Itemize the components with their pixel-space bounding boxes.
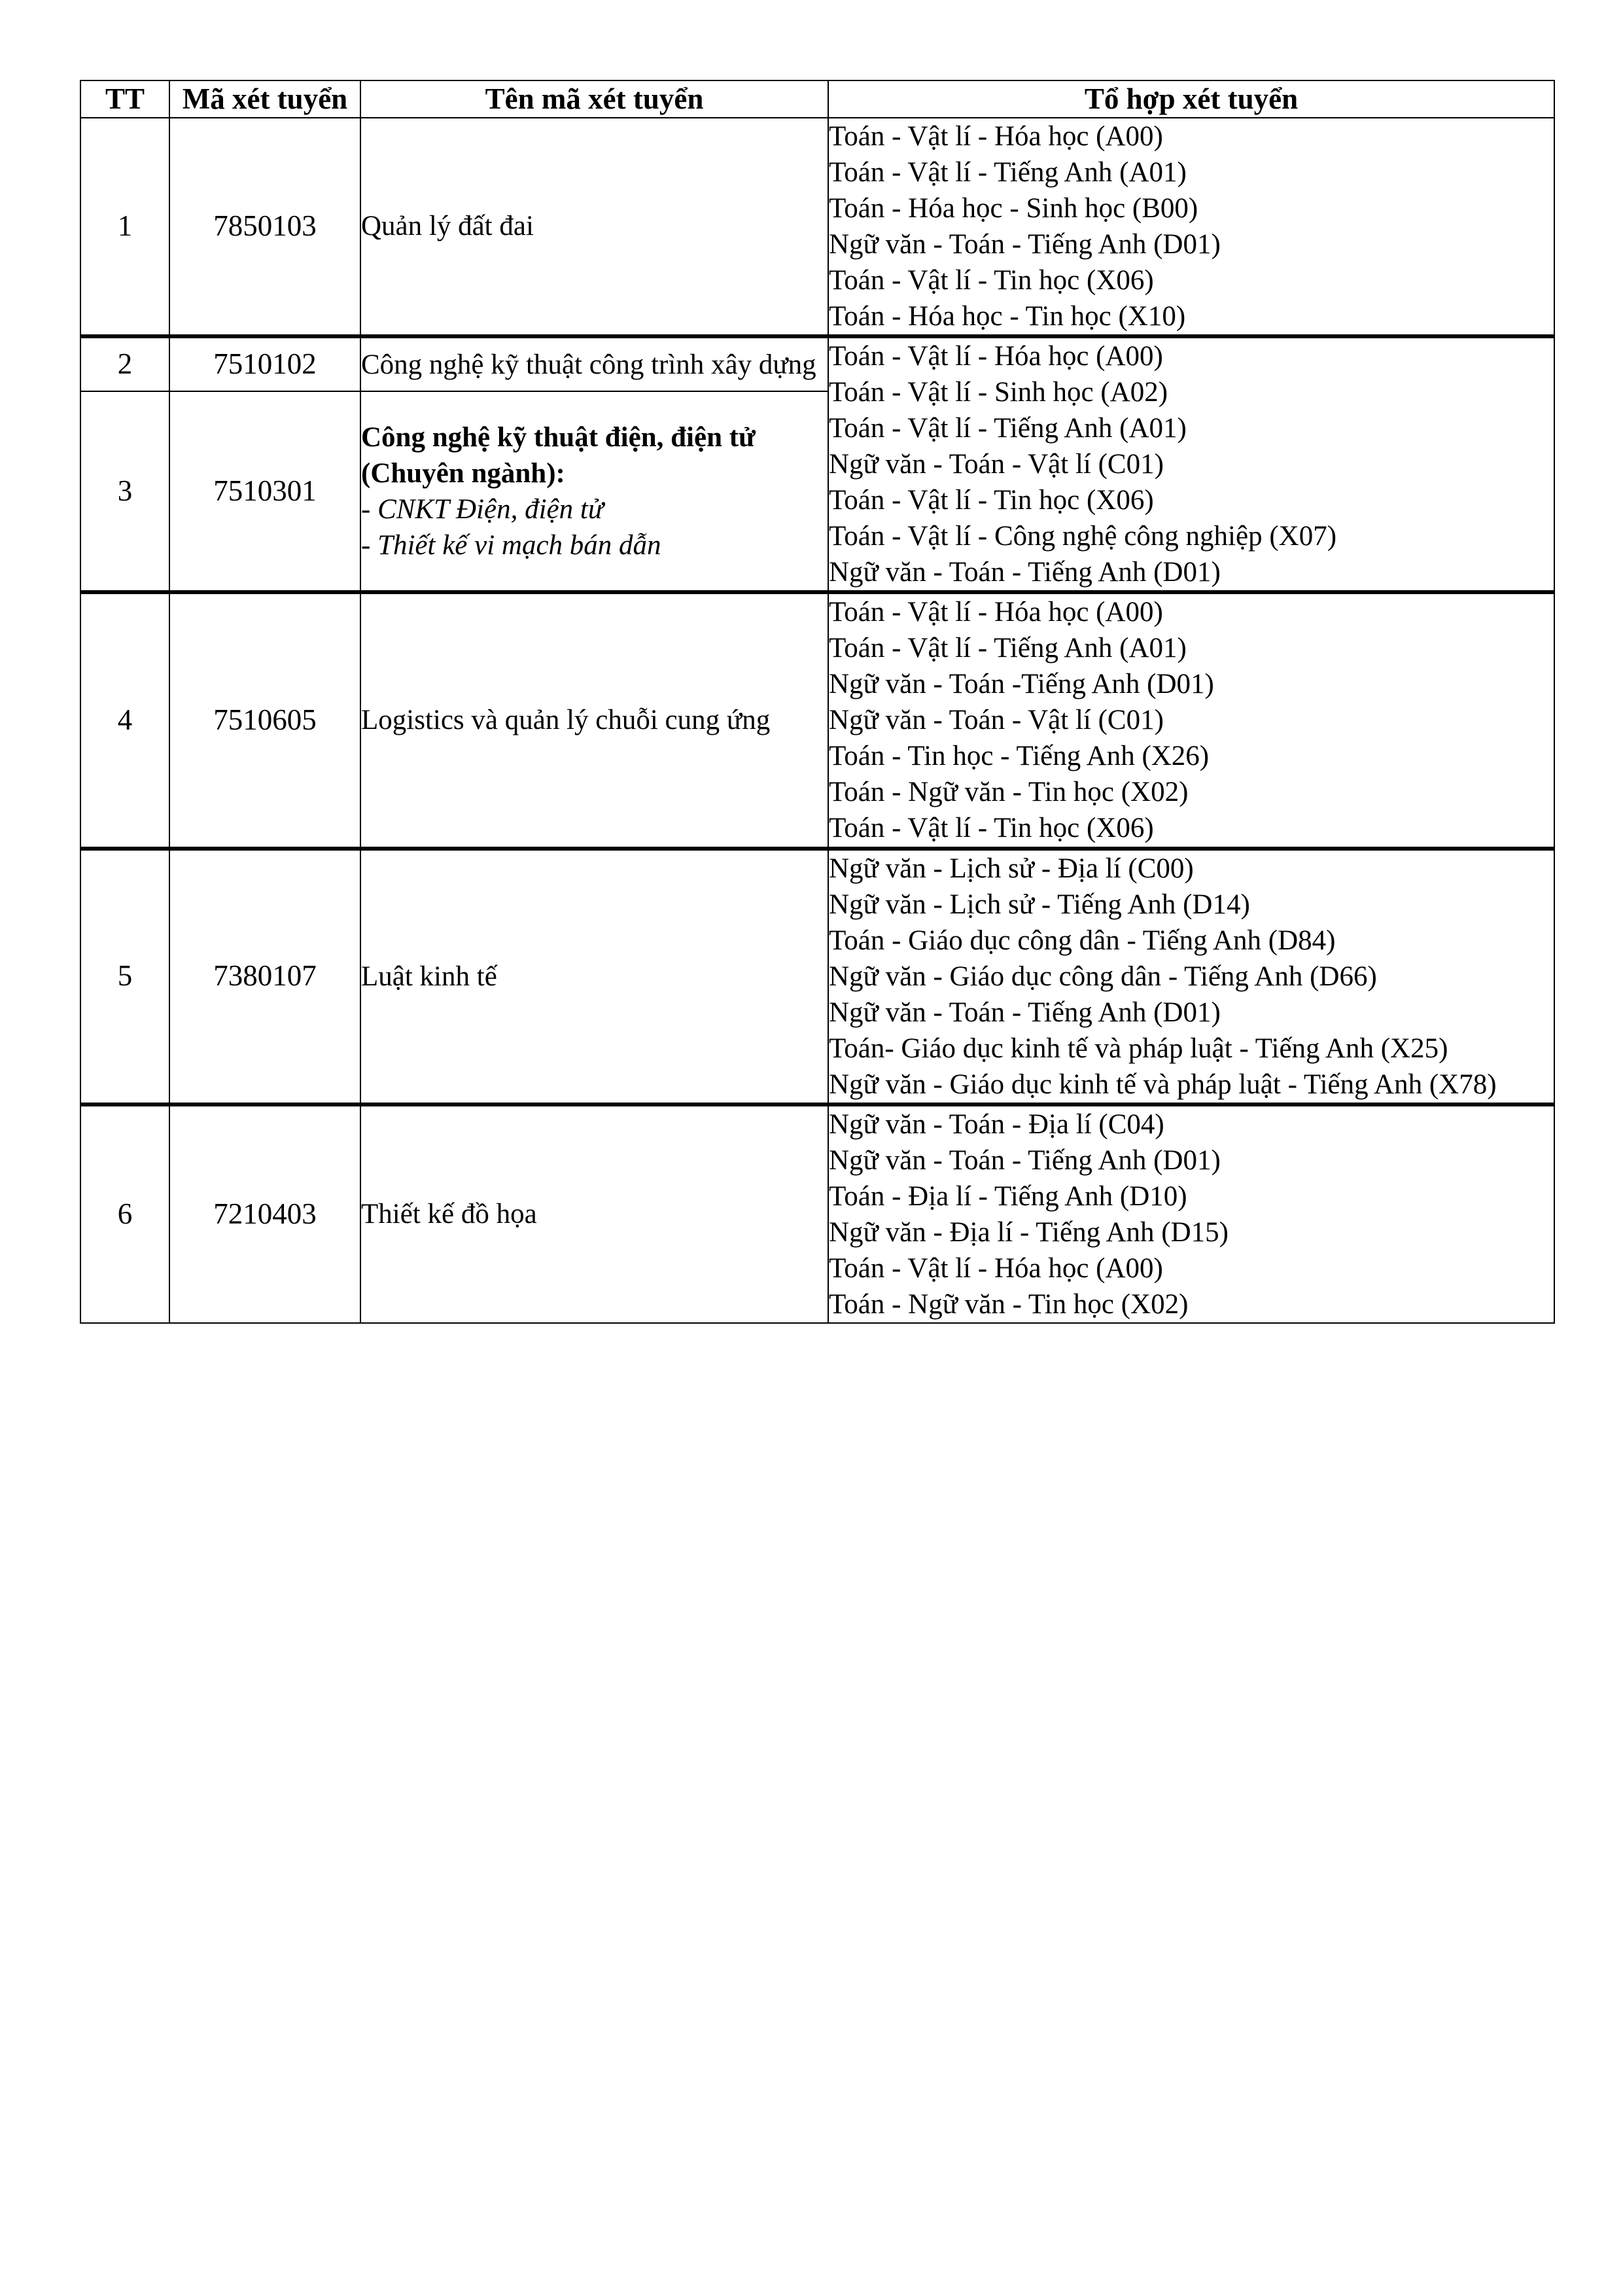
table-row [80,336,1554,391]
combo-line: Ngữ văn - Giáo dục kinh tế và pháp luật - Tiếng Anh (X78) [829,1069,1497,1100]
row-combos [828,1104,1554,1323]
row-index: 6 [80,1104,169,1323]
combo-line: Ngữ văn - Lịch sử - Tiếng Anh (D14) [829,889,1250,920]
row-index: 5 [80,849,169,1104]
combo-line: Toán - Vật lí - Công nghệ công nghiệp (X07) [829,521,1337,552]
combo-line: Ngữ văn - Lịch sử - Địa lí (C00) [829,853,1194,884]
combo-line: Ngữ văn - Toán - Tiếng Anh (D01) [829,557,1221,588]
combo-line: Ngữ văn - Toán - Địa lí (C04) [829,1108,1164,1140]
combo-line: Toán - Vật lí - Tin học (X06) [829,265,1154,296]
combo-line: Toán - Hóa học - Tin học (X10) [829,301,1186,332]
row-code: 7510605 [169,592,360,848]
row-index: 4 [80,592,169,848]
program-specialization: - Thiết kế vi mạch bán dẫn [361,529,661,561]
combo-line: Ngữ văn - Toán - Tiếng Anh (D01) [829,997,1221,1028]
row-code: 7850103 [169,118,360,336]
combo-line: Toán - Vật lí - Hóa học (A00) [829,597,1163,628]
row-combos-merged [828,336,1554,592]
combo-line: Toán- Giáo dục kinh tế và pháp luật - Tiếng Anh (X25) [829,1033,1448,1064]
combo-line: Ngữ văn - Toán - Tiếng Anh (D01) [829,1144,1221,1176]
admissions-table [80,80,1555,1324]
table-header [80,80,1554,118]
row-program-name: Thiết kế đồ họa [360,1104,828,1323]
combo-line: Ngữ văn - Giáo dục công dân - Tiếng Anh (D66) [829,961,1377,992]
combo-line: Toán - Hóa học - Sinh học (B00) [829,192,1198,224]
row-index: 2 [80,336,169,391]
combo-line: Toán - Vật lí - Sinh học (A02) [829,377,1168,408]
combo-line: Toán - Ngữ văn - Tin học (X02) [829,1288,1189,1320]
combo-line: Toán - Vật lí - Tiếng Anh (A01) [829,633,1187,664]
combo-line: Toán - Giáo dục công dân - Tiếng Anh (D84) [829,925,1336,956]
header-row [80,80,1554,118]
combo-line: Toán - Vật lí - Tin học (X06) [829,813,1154,844]
row-combos [828,849,1554,1104]
program-specialization: - CNKT Điện, điện tử [361,493,604,525]
table-row [80,1104,1554,1323]
combo-line: Toán - Vật lí - Hóa học (A00) [829,341,1163,372]
row-program-name: Luật kinh tế [360,849,828,1104]
row-program-name: Logistics và quản lý chuỗi cung ứng [360,592,828,848]
combo-line: Toán - Vật lí - Tin học (X06) [829,485,1154,516]
combo-line: Toán - Vật lí - Hóa học (A00) [829,1252,1163,1284]
table-row [80,849,1554,1104]
combo-line: Toán - Vật lí - Hóa học (A00) [829,120,1163,152]
combo-line: Toán - Vật lí - Tiếng Anh (A01) [829,413,1187,444]
column-header-tt: TT [80,80,169,118]
combo-line: Toán - Địa lí - Tiếng Anh (D10) [829,1180,1187,1212]
row-program-name: Công nghệ kỹ thuật công trình xây dựng [360,336,828,391]
table-body [80,118,1554,1323]
row-code: 7510301 [169,391,360,592]
row-combos [828,592,1554,848]
combo-line: Ngữ văn - Toán - Vật lí (C01) [829,705,1164,736]
combo-line: Ngữ văn - Địa lí - Tiếng Anh (D15) [829,1216,1229,1248]
column-header-code: Mã xét tuyển [169,80,360,118]
combo-line: Toán - Vật lí - Tiếng Anh (A01) [829,156,1187,188]
combo-line: Toán - Tin học - Tiếng Anh (X26) [829,741,1210,772]
combo-line: Ngữ văn - Toán - Vật lí (C01) [829,449,1164,480]
row-index: 3 [80,391,169,592]
row-program-name [360,391,828,592]
combo-line: Ngữ văn - Toán - Tiếng Anh (D01) [829,228,1221,260]
column-header-combos: Tổ hợp xét tuyển [828,80,1554,118]
column-header-name: Tên mã xét tuyển [360,80,828,118]
table-row [80,592,1554,848]
row-combos [828,118,1554,336]
program-title: Công nghệ kỹ thuật điện, điện tử (Chuyên ngành): [361,421,756,489]
row-code: 7210403 [169,1104,360,1323]
row-code: 7510102 [169,336,360,391]
table-row [80,118,1554,336]
row-index: 1 [80,118,169,336]
combo-line: Toán - Ngữ văn - Tin học (X02) [829,777,1189,808]
row-code: 7380107 [169,849,360,1104]
row-program-name: Quản lý đất đai [360,118,828,336]
combo-line: Ngữ văn - Toán -Tiếng Anh (D01) [829,669,1214,700]
